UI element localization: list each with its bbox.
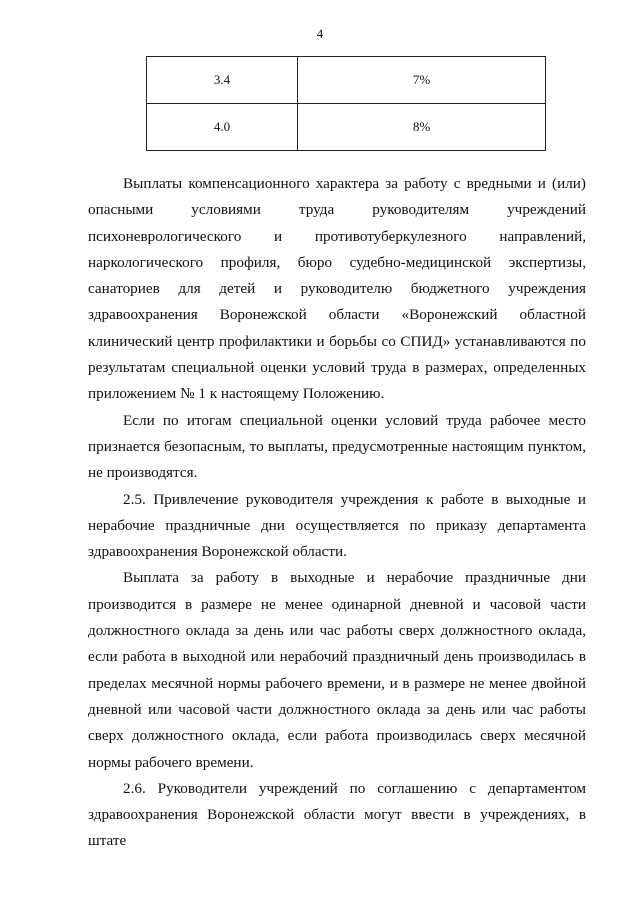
table-cell: 4.0 <box>147 104 298 151</box>
document-body <box>88 171 586 855</box>
page-number: 4 <box>316 26 324 41</box>
paragraph-hazard-payments: Выплаты компенсационного характера за работу с вредными и (или) опасными условиями труда руководителям учреждений психоневрологического и противотуберкулезного направлений, наркологического профиля, бюро судебно-медицинской экспертизы, санаториев для детей и руководителю бюджетного учреждения здравоохранения Воронежской области «Воронежский областной клинический центр профилактики и борьбы со СПИД» устанавливаются по результатам специальной оценки условий труда в размерах, определенных приложением № 1 к настоящему Положению. <box>88 175 586 403</box>
rate-table <box>146 56 546 151</box>
paragraph-holiday-pay: Выплата за работу в выходные и нерабочие праздничные дни производится в размере не менее одинарной дневной и часовой части должностного оклада за день или час работы сверх должностного оклада, если работа в выходной или нерабочий праздничный день производилась в пределах месячной нормы рабочего времени, и в размере не менее двойной дневной или часовой части должностного оклада за день или час работы сверх должностного оклада, если работа производилась сверх месячной нормы рабочего времени. <box>88 569 586 771</box>
paragraph-safe-workplace: Если по итогам специальной оценки условий труда рабочее место признается безопасным, то выплаты, предусмотренные настоящим пунктом, не производятся. <box>88 411 586 482</box>
paragraph-2-6: 2.6. Руководители учреждений по соглашению с департаментом здравоохранения Воронежской области могут ввести в учреждениях, в штате <box>88 779 586 850</box>
table-cell: 8% <box>298 104 546 151</box>
table-row <box>147 57 546 104</box>
table-cell: 7% <box>298 57 546 104</box>
table-cell: 3.4 <box>147 57 298 104</box>
paragraph-2-5: 2.5. Привлечение руководителя учреждения к работе в выходные и нерабочие праздничные дни осуществляется по приказу департамента здравоохранения Воронежской области. <box>88 490 586 561</box>
table-row <box>147 104 546 151</box>
